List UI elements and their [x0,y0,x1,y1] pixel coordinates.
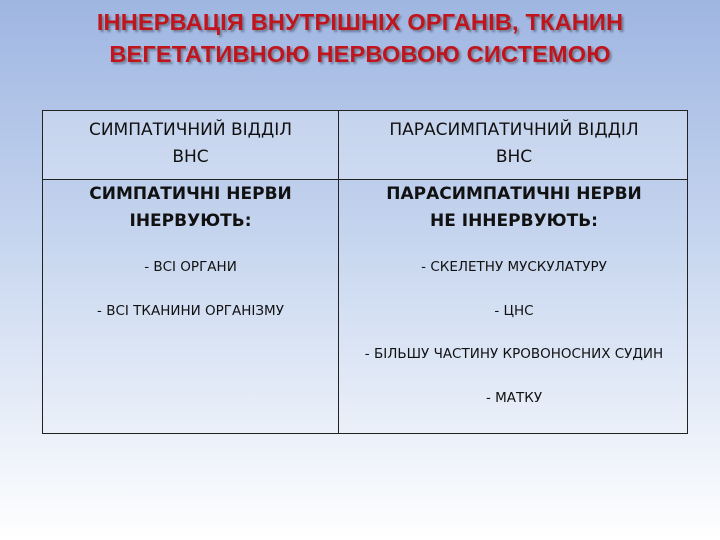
sympathetic-subheader-line-1: СИМПАТИЧНІ НЕРВИ [89,184,292,204]
parasympathetic-subheader-line-2: НЕ ІННЕРВУЮТЬ: [430,211,598,231]
parasympathetic-header-line-2: ВНС [495,147,533,167]
sympathetic-header [43,117,338,171]
parasympathetic-subheader-line-1: ПАРАСИМПАТИЧНІ НЕРВИ [386,184,642,204]
sympathetic-header-line-1: СИМПАТИЧНИЙ ВІДДІЛ [88,120,293,140]
list-item: - МАТКУ [485,389,543,406]
parasympathetic-header [339,117,689,171]
comparison-table [42,110,688,434]
list-item: - БІЛЬШУ ЧАСТИНУ КРОВОНОСНИХ СУДИН [364,346,664,362]
list-item: - ЦНС [494,302,534,319]
sympathetic-subheader [43,181,338,235]
list-item: - ВСІ ОРГАНИ [144,259,237,275]
parasympathetic-items [339,257,689,431]
list-item: - ВСІ ТКАНИНИ ОРГАНІЗМУ [97,302,284,319]
header-divider [43,179,687,180]
title-line-2: ВЕГЕТАТИВНОЮ НЕРВОВОЮ СИСТЕМОЮ [109,41,611,67]
slide-title [0,6,720,70]
parasympathetic-subheader [339,181,689,235]
list-item: - СКЕЛЕТНУ МУСКУЛАТУРУ [421,259,607,275]
parasympathetic-header-line-1: ПАРАСИМПАТИЧНИЙ ВІДДІЛ [389,120,639,140]
sympathetic-items [43,257,338,344]
sympathetic-subheader-line-2: ІНЕРВУЮТЬ: [129,211,252,231]
sympathetic-header-line-2: ВНС [172,147,209,167]
title-line-1: ІННЕРВАЦІЯ ВНУТРІШНІХ ОРГАНІВ, ТКАНИН [96,9,624,35]
